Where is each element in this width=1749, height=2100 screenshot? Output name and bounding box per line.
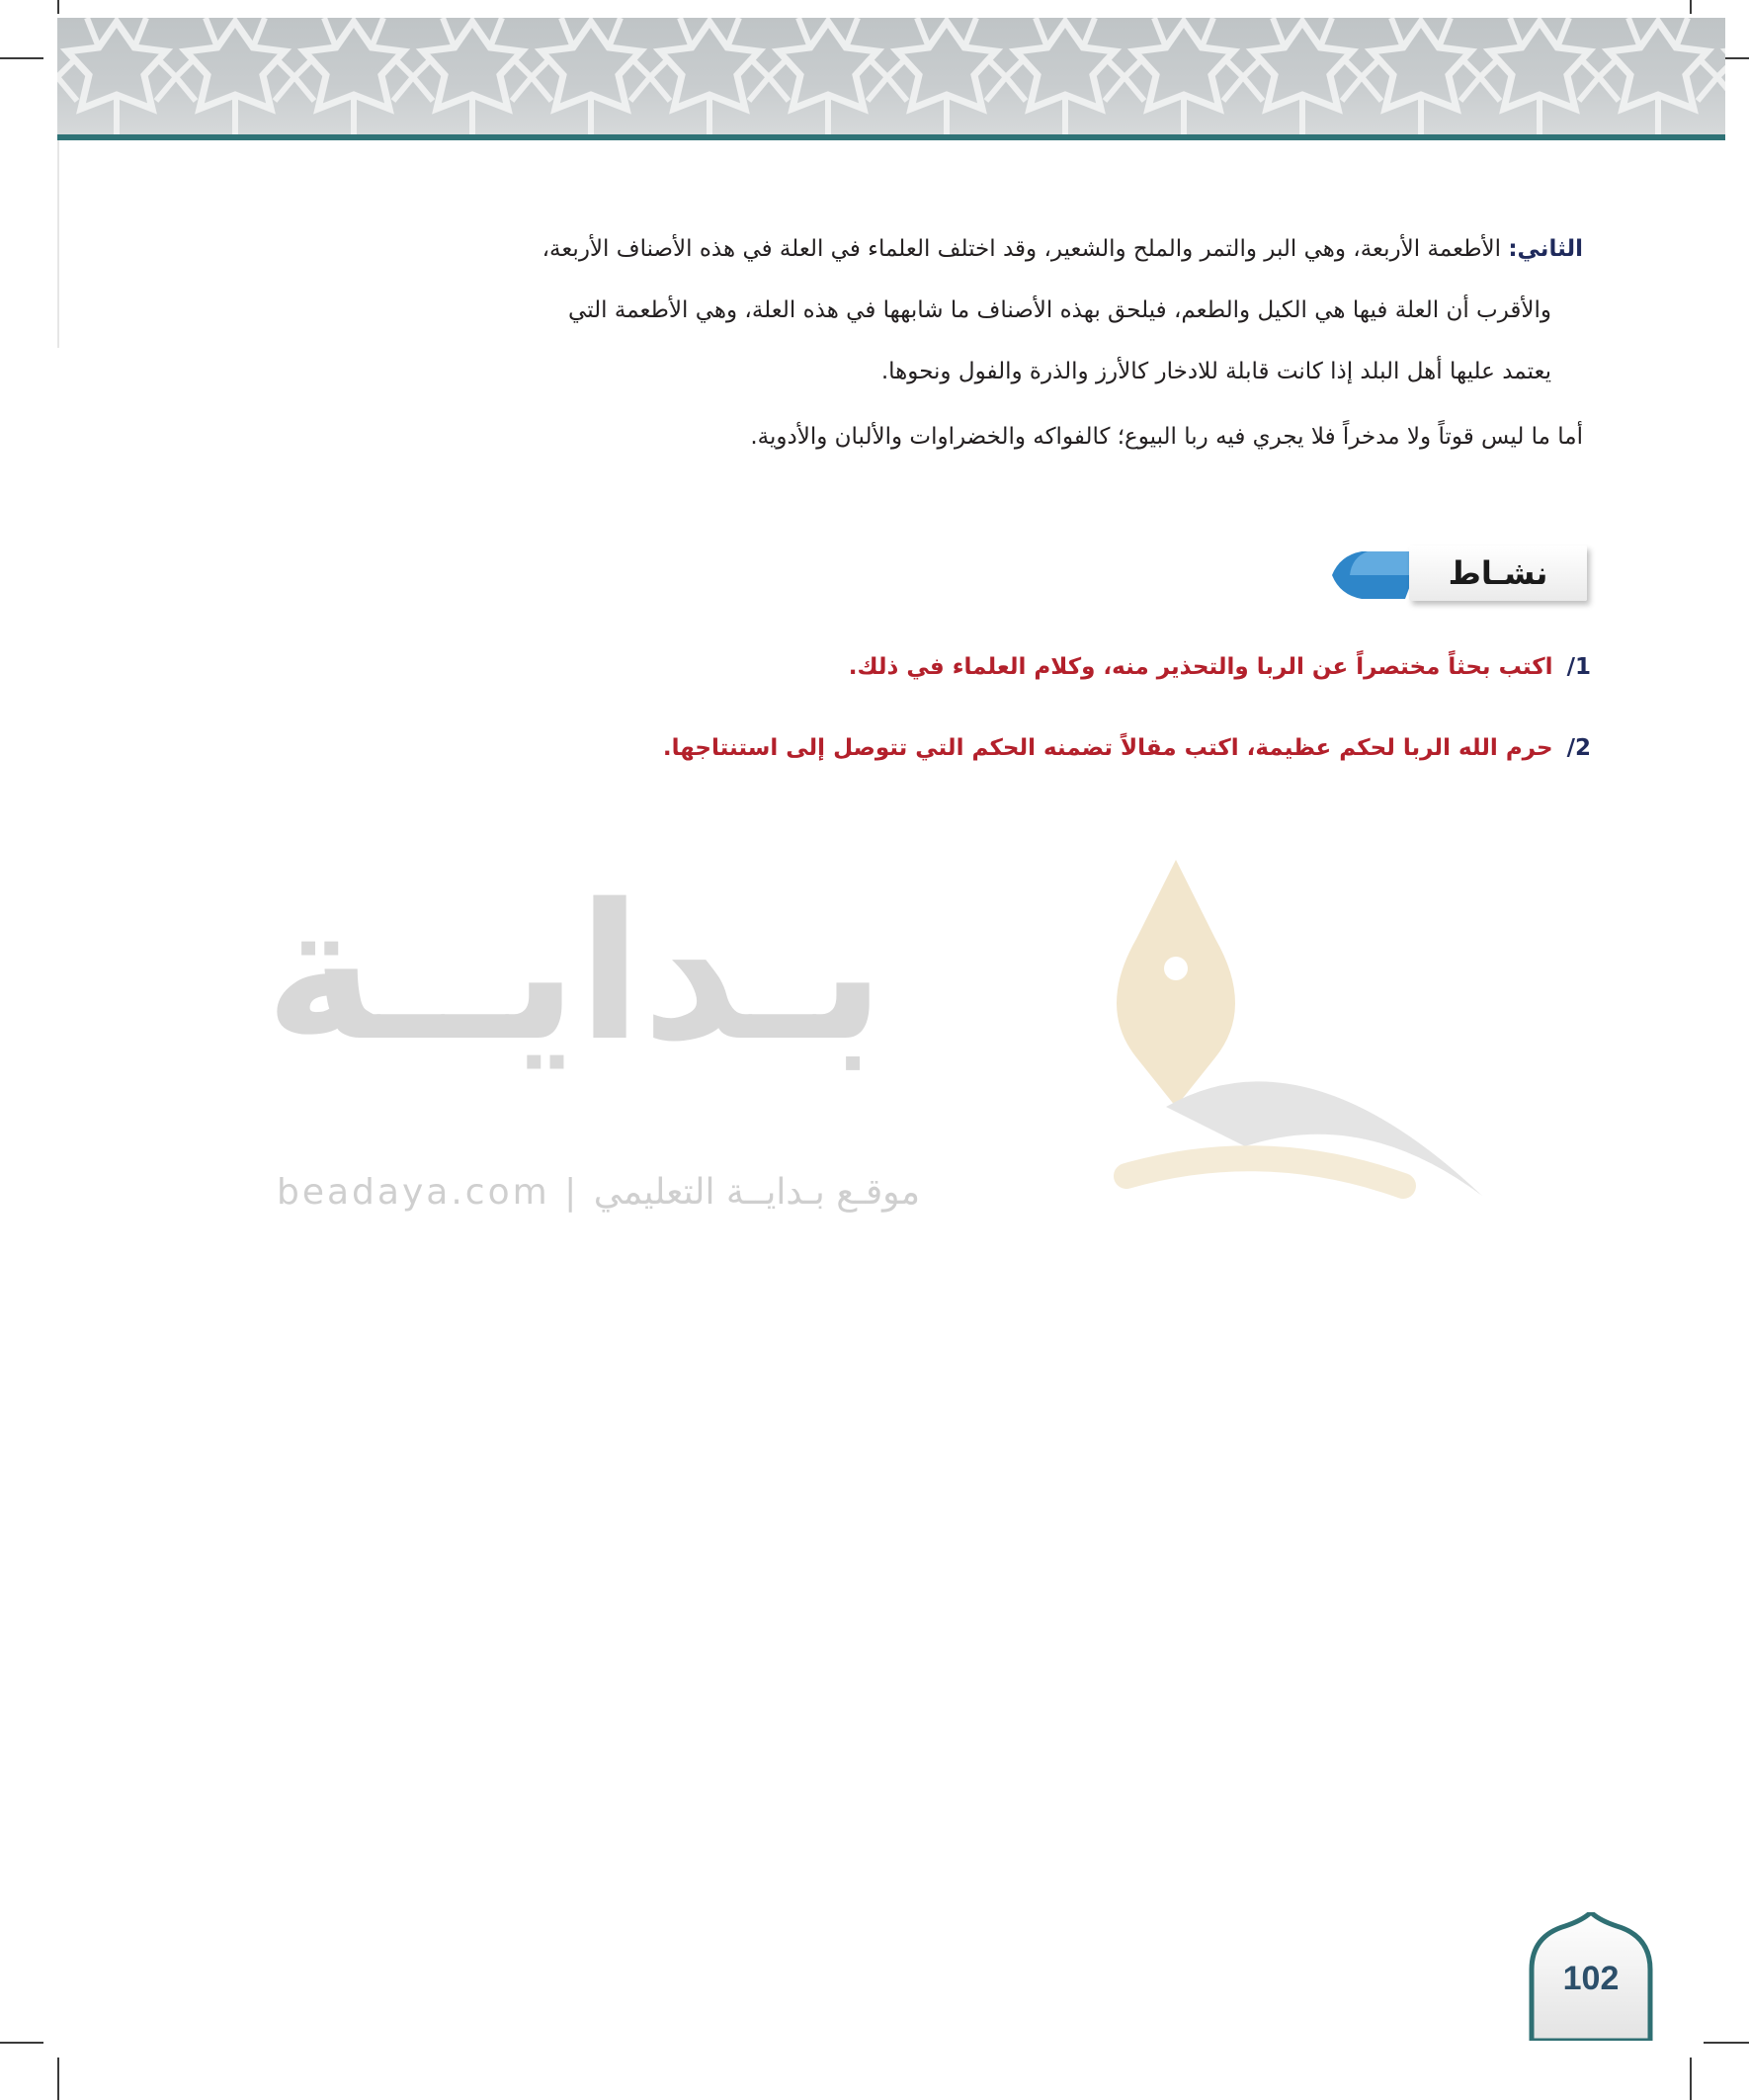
task-1-text: اكتب بحثاً مختصراً عن الربا والتحذير منه، وكلام العلماء في ذلك. xyxy=(848,654,1553,680)
paragraph-second-line-1 xyxy=(542,233,1583,265)
geometric-pattern-icon xyxy=(57,18,1725,134)
task-1-number: 1/ xyxy=(1566,654,1591,680)
second-line-1-text: الأطعمة الأربعة، وهي البر والتمر والملح والشعير، وقد اختلف العلماء في العلة في هذه الأصناف الأربعة، xyxy=(541,236,1502,262)
watermark-logo-word: بـدايــة xyxy=(265,864,885,1082)
activity-task-1 xyxy=(849,654,1591,680)
second-label: الثاني: xyxy=(1508,236,1583,262)
activity-title: نشـاط xyxy=(1409,546,1587,601)
activity-task-2 xyxy=(663,735,1591,761)
task-2-number: 2/ xyxy=(1566,735,1591,761)
crop-mark-top-right-v xyxy=(1690,0,1692,14)
header-rule xyxy=(57,134,1725,140)
watermark-caption: beadaya.com | موقـع بـدايــة التعليمي xyxy=(277,1172,921,1213)
crop-mark-bottom-right-h xyxy=(1704,2042,1749,2044)
crop-mark-bottom-left-v xyxy=(57,2058,59,2100)
page-number: 102 xyxy=(1562,1960,1620,1997)
paragraph-second-line-2: والأقرب أن العلة فيها هي الكيل والطعم، فيلحق بهذه الأصناف ما شابهها في هذه العلة، وهي الأطعمة التي xyxy=(568,297,1551,323)
pen-nib-logo-icon xyxy=(1107,860,1522,1216)
crop-mark-bottom-right-v xyxy=(1690,2058,1692,2100)
task-2-text: حرم الله الربا لحكم عظيمة، اكتب مقالاً تضمنه الحكم التي تتوصل إلى استنتاجها. xyxy=(662,735,1553,761)
header-ornament-band xyxy=(57,18,1725,134)
crop-mark-top-left-h xyxy=(0,57,43,59)
paragraph-second-line-3: يعتمد عليها أهل البلد إذا كانت قابلة للادخار كالأرز والذرة والفول ونحوها. xyxy=(880,359,1551,384)
crop-mark-bottom-left-h xyxy=(0,2042,43,2044)
paragraph-closing: أما ما ليس قوتاً ولا مدخراً فلا يجري فيه ربا البيوع؛ كالفواكه والخضراوات والألبان والأدوية. xyxy=(750,424,1583,450)
left-margin-rule xyxy=(57,140,59,348)
crop-mark-top-left-v xyxy=(57,0,59,14)
